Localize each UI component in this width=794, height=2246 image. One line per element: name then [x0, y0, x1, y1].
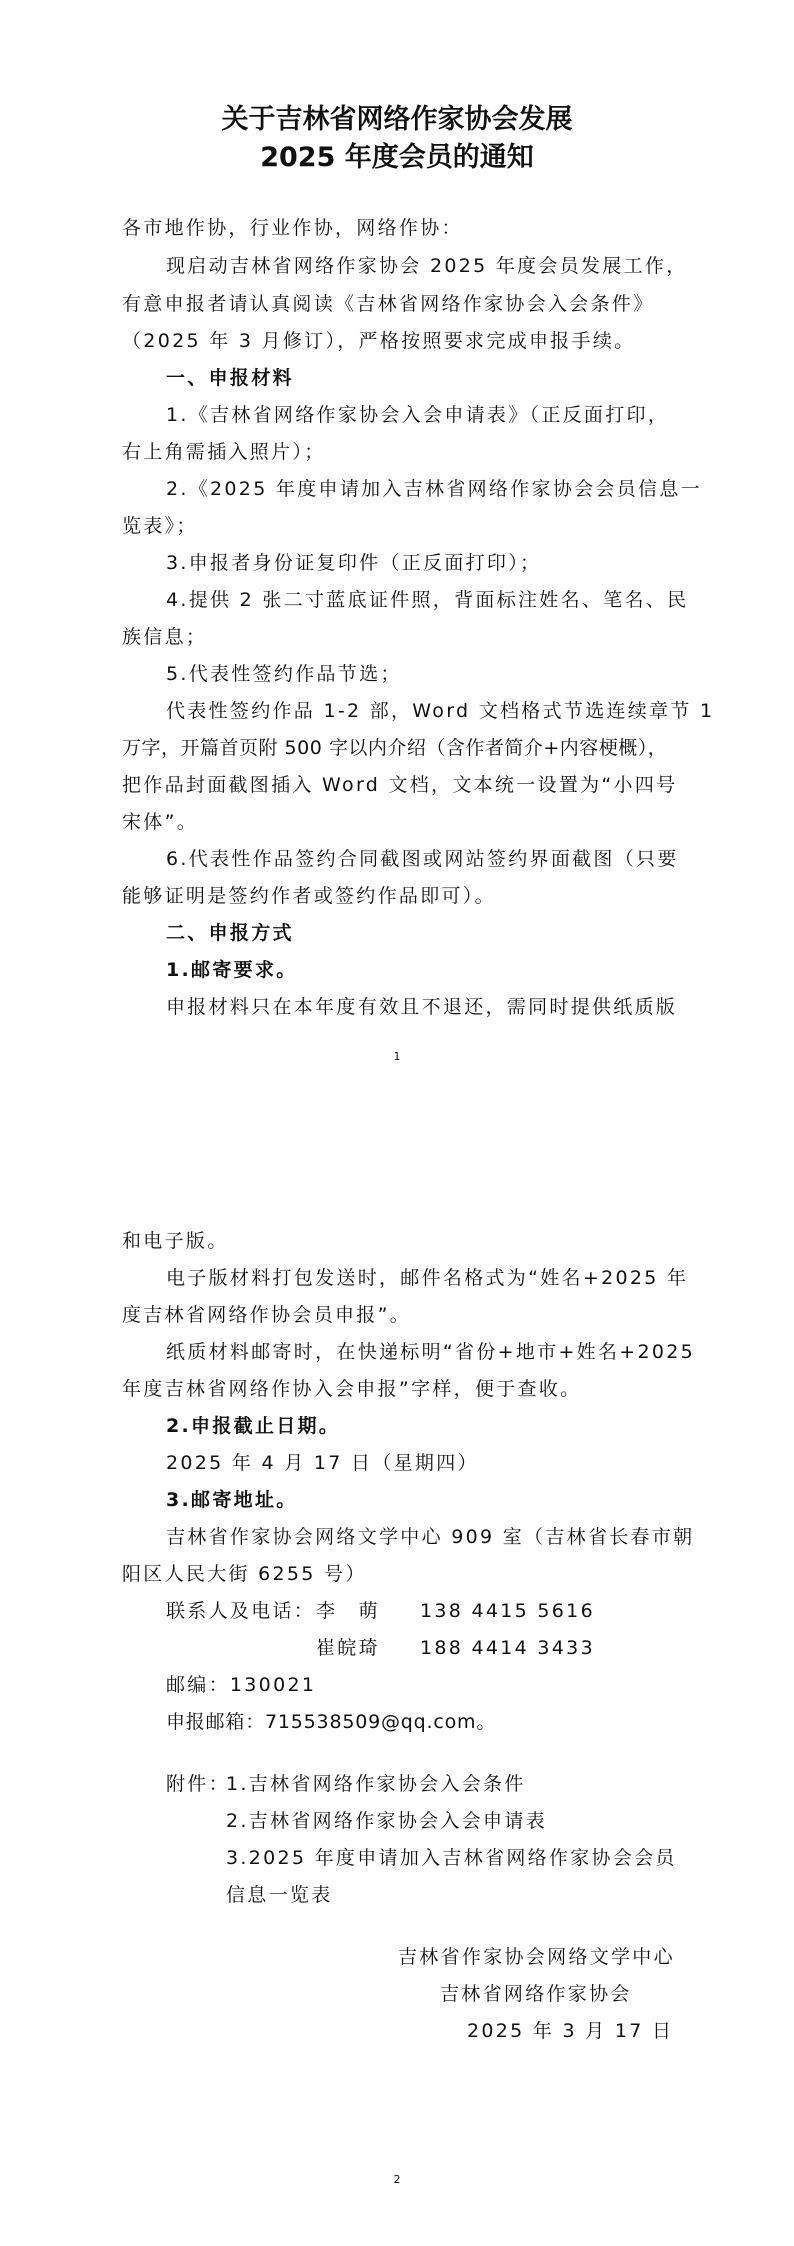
attachment-item: 3.2025 年度申请加入吉林省网络作家协会会员 [226, 1847, 677, 1869]
material-item-line: 族信息； [122, 626, 208, 648]
contact-phone: 138 4415 5616 [420, 1600, 595, 1622]
material-item-line: 代表性签约作品 1-2 部，Word 文档格式节选连续章节 1 [166, 700, 715, 722]
contact-name: 李 萌 [316, 1600, 380, 1622]
deadline-heading: 2.申报截止日期。 [166, 1415, 341, 1437]
material-item-line: 4.提供 2 张二寸蓝底证件照，背面标注姓名、笔名、民 [166, 589, 689, 611]
material-item-line: 右上角需插入照片）； [122, 441, 326, 463]
mailing-requirements-line: 纸质材料邮寄时，在快递标明“省份+地市+姓名+2025 [166, 1341, 696, 1363]
mailing-requirements-line: 和电子版。 [122, 1230, 229, 1252]
mailing-address-heading: 3.邮寄地址。 [166, 1489, 298, 1511]
attachment-item: 1.吉林省网络作家协会入会条件 [226, 1773, 526, 1795]
intro-line-2: 有意申报者请认真阅读《吉林省网络作家协会入会条件》 [122, 293, 655, 315]
contact-phone: 188 4414 3433 [420, 1637, 595, 1659]
intro-line-3: （2025 年 3 月修订），严格按照要求完成申报手续。 [122, 330, 636, 352]
material-item-line: 6.代表性作品签约合同截图或网站签约界面截图（只要 [166, 848, 679, 870]
page-number: 1 [393, 1050, 401, 1063]
page-number: 2 [393, 2173, 401, 2186]
material-item-line: 3.申报者身份证复印件（正反面打印）； [166, 552, 542, 574]
signature-organization-1: 吉林省作家协会网络文学中心 [398, 1946, 675, 1968]
document-title-line-2: 2025 年度会员的通知 [260, 142, 534, 173]
document-title-line-1: 关于吉林省网络作家协会发展 [221, 104, 573, 135]
material-item-line: 5.代表性签约作品节选； [166, 663, 402, 685]
document-page-2 [0, 1123, 794, 2246]
material-item-line: 宋体”。 [122, 811, 199, 833]
contact-name: 崔皖琦 [316, 1637, 380, 1659]
material-item-line: 1.《吉林省网络作家协会入会申请表》（正反面打印， [166, 404, 670, 426]
attachments-label: 附件： [166, 1773, 230, 1795]
salutation: 各市地作协，行业作协，网络作协： [122, 217, 463, 239]
material-item-line: 把作品封面截图插入 Word 文档，文本统一设置为“小四号 [122, 774, 678, 796]
attachment-item: 信息一览表 [226, 1884, 333, 1906]
material-item-line: 万字，开篇首页附 500 字以内介绍（含作者简介+内容梗概）， [122, 737, 668, 759]
signature-organization-2: 吉林省网络作家协会 [440, 1983, 632, 2005]
mailing-requirements-line: 电子版材料打包发送时，邮件名格式为“姓名+2025 年 [166, 1267, 689, 1289]
mailing-requirements-line: 申报材料只在本年度有效且不退还，需同时提供纸质版 [166, 996, 678, 1018]
submission-email: 申报邮箱：715538509@qq.com。 [166, 1711, 497, 1733]
material-item-line: 2.《2025 年度申请加入吉林省网络作家协会会员信息一 [166, 478, 702, 500]
section-2-heading: 二、申报方式 [166, 922, 294, 944]
material-item-line: 览表》； [122, 515, 198, 537]
intro-line-1: 现启动吉林省网络作家协会 2025 年度会员发展工作， [166, 255, 688, 277]
deadline-value: 2025 年 4 月 17 日（星期四） [166, 1452, 479, 1474]
signature-date: 2025 年 3 月 17 日 [467, 2020, 674, 2042]
mailing-requirements-line: 度吉林省网络作协会员申报”。 [122, 1304, 412, 1326]
material-item-line: 能够证明是签约作者或签约作品即可）。 [122, 885, 496, 907]
postcode: 邮编：130021 [166, 1674, 317, 1696]
address-line: 吉林省作家协会网络文学中心 909 室（吉林省长春市朝 [166, 1526, 695, 1548]
address-line: 阳区人民大街 6255 号） [122, 1563, 367, 1585]
attachment-item: 2.吉林省网络作家协会入会申请表 [226, 1810, 547, 1832]
contact-label: 联系人及电话： [166, 1600, 316, 1622]
mailing-requirements-line: 年度吉林省网络作协入会申报”字样，便于查收。 [122, 1378, 582, 1400]
section-1-heading: 一、申报材料 [166, 367, 294, 389]
mailing-requirements-heading: 1.邮寄要求。 [166, 959, 298, 981]
